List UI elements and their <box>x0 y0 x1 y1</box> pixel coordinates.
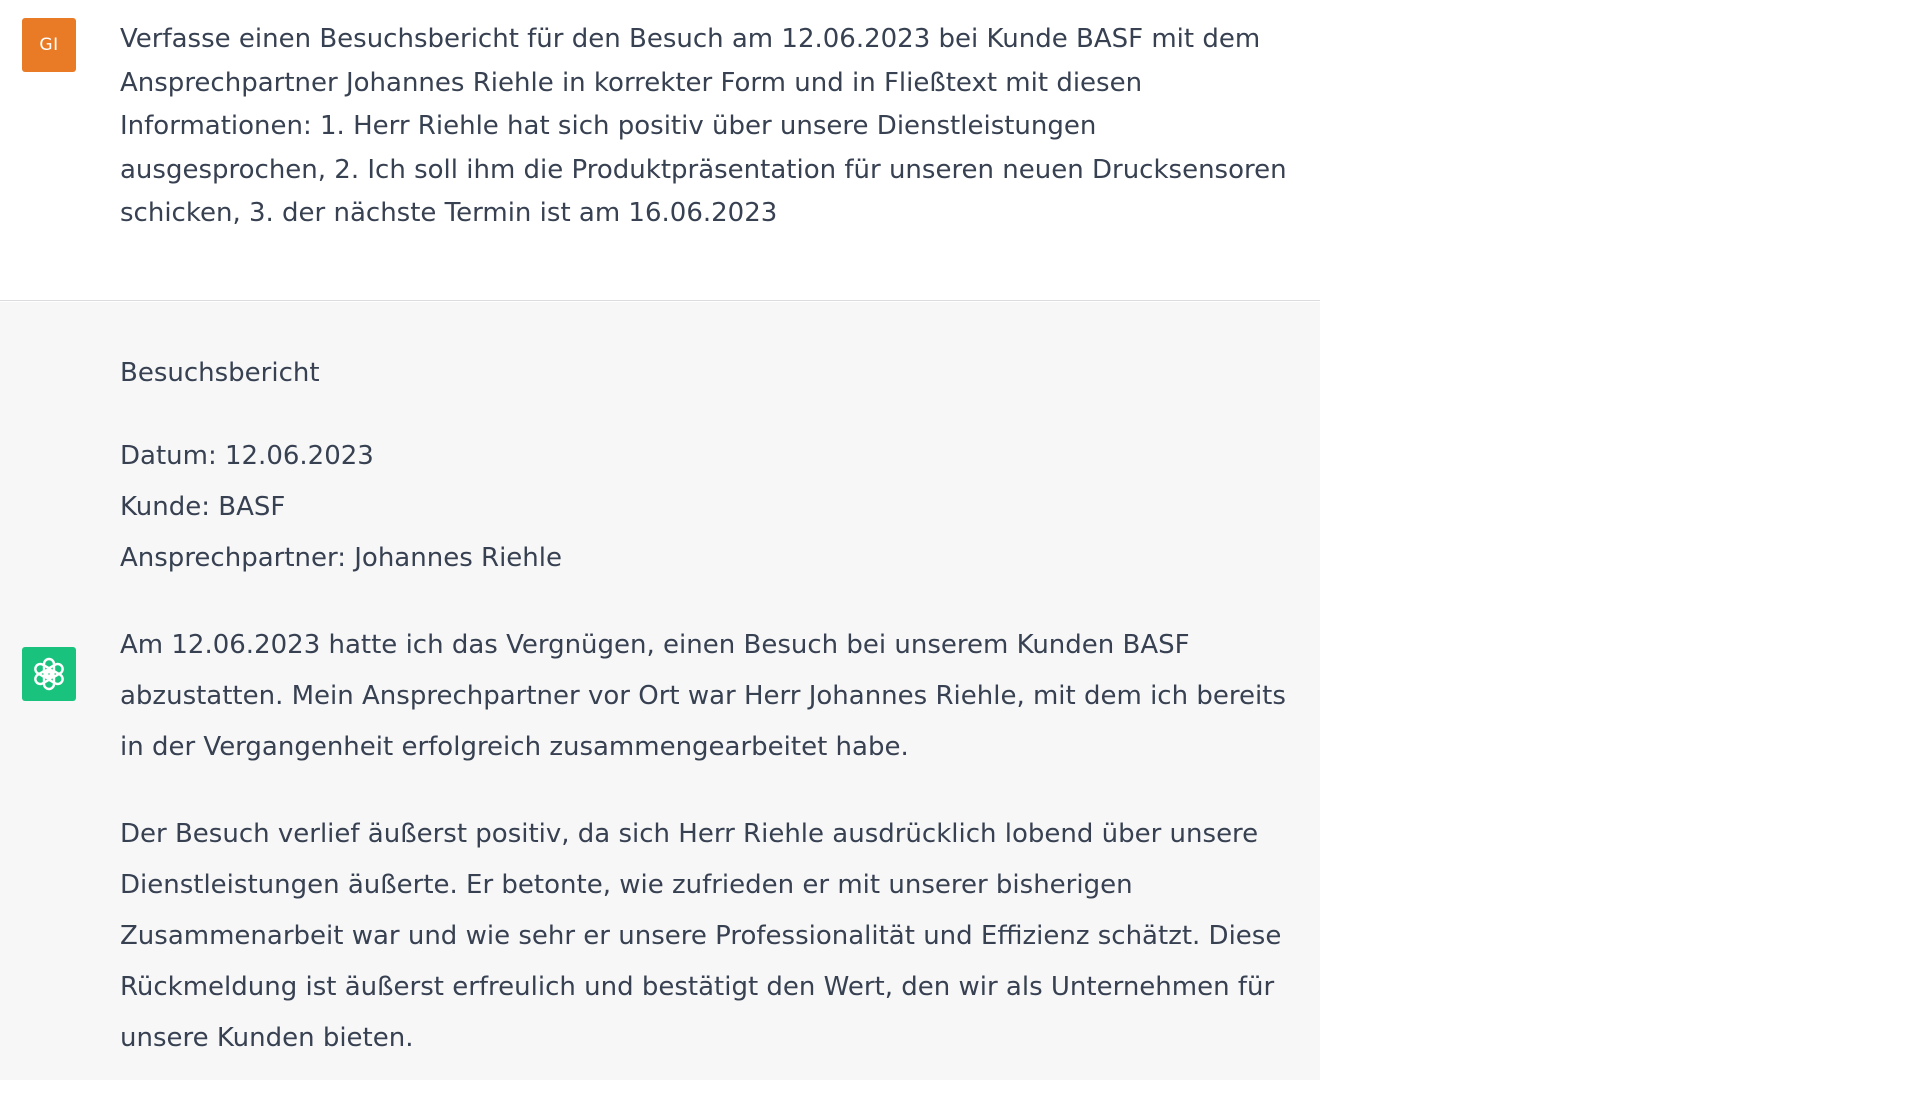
user-avatar-initials: GI <box>39 35 59 55</box>
report-customer: Kunde: BASF <box>120 492 286 522</box>
user-message <box>0 0 1320 301</box>
user-avatar <box>22 18 76 72</box>
report-date: Datum: 12.06.2023 <box>120 441 374 471</box>
report-title: Besuchsbericht <box>120 358 320 388</box>
openai-logo-icon <box>29 654 69 694</box>
report-paragraph: Am 12.06.2023 hatte ich das Vergnügen, einen Besuch bei unserem Kunden BASF abzustatten. Mein Ansprechpartner vor Ort war Herr Johannes Riehle, mit dem ich bereits in der Vergangenheit erfolgreich zusammengearbeitet habe. <box>120 630 1286 762</box>
report-contact: Ansprechpartner: Johannes Riehle <box>120 543 562 573</box>
assistant-report <box>120 351 1300 1100</box>
user-message-text: Verfasse einen Besuchsbericht für den Besuch am 12.06.2023 bei Kunde BASF mit dem Ansprechpartner Johannes Riehle in korrekter Form und in Fließtext mit diesen Informationen: 1. Herr Riehle hat sich positiv über unsere Dienstleistungen ausgesprochen, 2. Ich soll ihm die Produktpräsentation für unseren neuen Drucksensoren schicken, 3. der nächste Termin ist am 16.06.2023 <box>120 24 1287 228</box>
report-paragraph: Der Besuch verlief äußerst positiv, da sich Herr Riehle ausdrücklich lobend über unsere Dienstleistungen äußerte. Er betonte, wie zufrieden er mit unserer bisherigen Zusammenarbeit war und wie sehr er unsere Professionalität und Effizienz schätzt. Diese Rückmeldung ist äußerst erfreulich und bestätigt den Wert, den wir als Unternehmen für unsere Kunden bieten. <box>120 819 1282 1053</box>
report-meta <box>120 431 1300 584</box>
assistant-avatar <box>22 647 76 701</box>
